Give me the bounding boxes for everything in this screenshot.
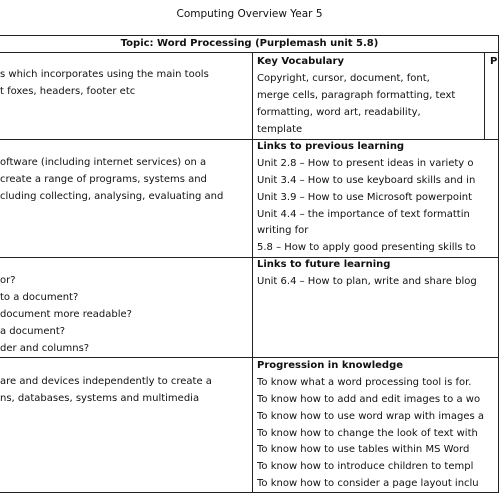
text-line: To know how to use word wrap with images a: [257, 410, 484, 422]
text-line: t foxes, headers, footer etc: [0, 85, 136, 97]
column-divider: [484, 52, 485, 140]
text-line: are and devices independently to create a: [0, 376, 212, 387]
text-line: merge cells, paragraph formatting, text: [257, 89, 456, 101]
key-vocabulary-cell: [257, 54, 483, 138]
text-line: a document?: [0, 325, 66, 337]
text-line: create a range of programs, systems and: [0, 173, 207, 185]
future-learning-heading: Links to future learning: [257, 259, 391, 270]
previous-learning-cell: [257, 139, 498, 257]
text-line: To know how to add and edit images to a wo: [257, 393, 481, 405]
text-line: Unit 3.9 – How to use Microsoft powerpoint: [257, 191, 472, 203]
table-border-top: [0, 35, 499, 36]
text-line: or?: [0, 275, 16, 286]
text-line: formatting, word art, readability,: [257, 106, 421, 118]
key-vocabulary-heading: Key Vocabulary: [257, 56, 344, 67]
text-line: To know what a word processing tool is for.: [257, 376, 472, 388]
text-line: Unit 6.4 – How to plan, write and share blog: [257, 275, 477, 287]
text-line: writing for: [257, 225, 309, 237]
partial-column-cell: [490, 54, 499, 71]
objectives-cell-4: [0, 374, 250, 408]
future-learning-cell: [257, 257, 498, 291]
text-line: Copyright, cursor, document, font,: [257, 72, 430, 84]
document-title: Computing Overview Year 5: [176, 8, 323, 20]
partial-column-heading: P: [490, 56, 498, 67]
objectives-cell-2: [0, 155, 250, 206]
text-line: Unit 4.4 – the importance of text formattin: [257, 208, 470, 220]
text-line: 5.8 – How to apply good presenting skills to: [257, 242, 476, 254]
text-line: document more readable?: [0, 308, 132, 320]
table-border: [0, 52, 499, 53]
text-line: Unit 3.4 – How to use keyboard skills and in: [257, 174, 476, 186]
topic-heading: Topic: Word Processing (Purplemash unit 5.8): [120, 38, 379, 49]
objectives-cell-1: [0, 67, 250, 101]
text-line: cluding collecting, analysing, evaluating and: [0, 190, 224, 202]
text-line: To know how to consider a page layout inclu: [257, 478, 479, 490]
text-line: oftware (including internet services) on a: [0, 157, 207, 168]
progression-knowledge-heading: Progression in knowledge: [257, 360, 404, 371]
text-line: ns, databases, systems and multimedia: [0, 392, 200, 404]
text-line: To know how to introduce children to templ: [257, 461, 474, 473]
previous-learning-heading: Links to previous learning: [257, 141, 405, 152]
text-line: der and columns?: [0, 342, 90, 354]
column-divider: [252, 52, 253, 493]
text-line: Unit 2.8 – How to present ideas in variety o: [257, 157, 474, 169]
text-line: to a document?: [0, 291, 79, 303]
text-line: To know how to change the look of text with: [257, 427, 478, 439]
text-line: s which incorporates using the main tools: [0, 69, 209, 80]
questions-cell: [0, 273, 250, 357]
text-line: template: [257, 123, 303, 135]
progression-knowledge-cell: [257, 358, 498, 493]
text-line: To know how to use tables within MS Word: [257, 444, 470, 456]
